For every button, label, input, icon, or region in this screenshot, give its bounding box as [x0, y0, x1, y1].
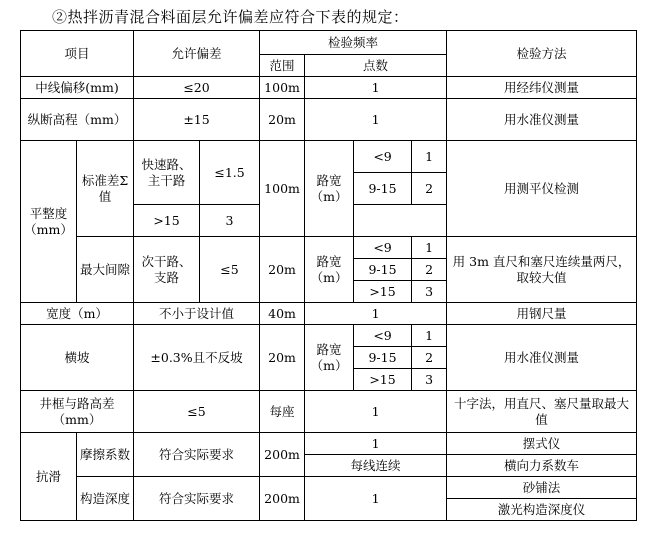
method-cell: 用水准仪测量	[447, 325, 637, 391]
points-cell: 1	[412, 237, 447, 259]
width-cell: <9	[354, 237, 412, 259]
road-class-cell: 次干路、支路	[134, 237, 200, 303]
points-cell: 1	[305, 433, 447, 455]
range-cell: 200m	[260, 433, 305, 477]
points-cell: 2	[412, 259, 447, 281]
range-cell: 200m	[260, 477, 305, 521]
table-row	[21, 391, 637, 433]
tolerance-cell: ±0.3%且不反坡	[134, 325, 260, 391]
subitem-cell: 摩擦系数	[77, 433, 134, 477]
method-cell: 用经纬仪测量	[447, 77, 637, 99]
item-cell: 中线偏移(mm)	[21, 77, 134, 99]
table-row	[21, 325, 637, 347]
points-cell: 2	[412, 347, 447, 369]
width-cell: <9	[354, 141, 412, 173]
points-cell: 1	[305, 391, 447, 433]
method-cell: 用钢尺量	[447, 303, 637, 325]
subitem-cell: 最大间隙	[77, 237, 134, 303]
width-label-cell: 路宽（m）	[305, 237, 354, 303]
item-cell: 宽度（m）	[21, 303, 134, 325]
points-cell: 3	[200, 205, 260, 237]
tolerance-cell: ≤5	[200, 237, 260, 303]
item-cell: 横坡	[21, 325, 134, 391]
road-class-cell: 快速路、主干路	[134, 141, 200, 205]
table-row	[21, 141, 637, 173]
width-cell: >15	[134, 205, 200, 237]
points-cell: 3	[412, 369, 447, 391]
width-label-cell: 路宽（m）	[305, 325, 354, 391]
range-cell: 40m	[260, 303, 305, 325]
header-tolerance: 允许偏差	[134, 31, 260, 77]
item-cell: 井框与路高差（mm）	[21, 391, 134, 433]
points-cell: 1	[305, 303, 447, 325]
width-cell: <9	[354, 325, 412, 347]
table-row	[21, 99, 637, 141]
subitem-cell: 构造深度	[77, 477, 134, 521]
table-row	[21, 303, 637, 325]
table-row	[21, 237, 637, 259]
points-cell: 每线连续	[305, 455, 447, 477]
range-cell: 20m	[260, 325, 305, 391]
points-cell: 1	[412, 141, 447, 173]
points-cell: 1	[305, 77, 447, 99]
tolerance-cell: ±15	[134, 99, 260, 141]
table-row	[21, 77, 637, 99]
width-cell: >15	[354, 369, 412, 391]
points-cell: 1	[305, 99, 447, 141]
header-method: 检验方法	[447, 31, 637, 77]
method-cell: 摆式仪	[447, 433, 637, 455]
table-row	[21, 477, 637, 499]
header-frequency: 检验频率	[260, 31, 447, 55]
range-cell: 每座	[260, 391, 305, 433]
points-cell: 3	[412, 281, 447, 303]
range-cell: 20m	[260, 237, 305, 303]
method-cell: 横向力系数车	[447, 455, 637, 477]
tolerance-cell: ≤5	[134, 391, 260, 433]
header-row	[21, 31, 637, 55]
header-points: 点数	[305, 55, 447, 77]
header-range: 范围	[260, 55, 305, 77]
method-cell: 用测平仪检测	[447, 141, 637, 237]
range-cell: 20m	[260, 99, 305, 141]
range-cell: 100m	[260, 141, 305, 237]
width-cell: 9-15	[354, 347, 412, 369]
points-cell: 1	[412, 325, 447, 347]
tolerance-cell: 符合实际要求	[134, 433, 260, 477]
width-cell: 9-15	[354, 173, 412, 205]
header-item: 项目	[21, 31, 134, 77]
range-cell: 100m	[260, 77, 305, 99]
subitem-cell: 标准差Σ值	[77, 141, 134, 237]
width-cell: 9-15	[354, 259, 412, 281]
method-cell: 用水准仪测量	[447, 99, 637, 141]
method-cell: 用 3m 直尺和塞尺连续量两尺，取较大值	[447, 237, 637, 303]
method-cell: 砂铺法	[447, 477, 637, 499]
document-heading: ②热拌沥青混合料面层允许偏差应符合下表的规定：	[52, 8, 409, 26]
tolerance-cell: 不小于设计值	[134, 303, 260, 325]
tolerance-cell: ≤20	[134, 77, 260, 99]
table-row	[21, 433, 637, 455]
tolerance-cell: 符合实际要求	[134, 477, 260, 521]
points-cell: 2	[412, 173, 447, 205]
tolerance-table	[20, 30, 637, 521]
method-cell: 激光构造深度仪	[447, 499, 637, 521]
width-label-cell: 路宽（m）	[305, 141, 354, 237]
method-cell: 十字法，用直尺、塞尺量取最大值	[447, 391, 637, 433]
item-cell: 平整度（mm）	[21, 141, 77, 303]
item-cell: 纵断高程（mm）	[21, 99, 134, 141]
tolerance-cell: ≤1.5	[200, 141, 260, 205]
item-cell: 抗滑	[21, 433, 77, 521]
width-cell: >15	[354, 281, 412, 303]
points-cell: 1	[305, 477, 447, 521]
